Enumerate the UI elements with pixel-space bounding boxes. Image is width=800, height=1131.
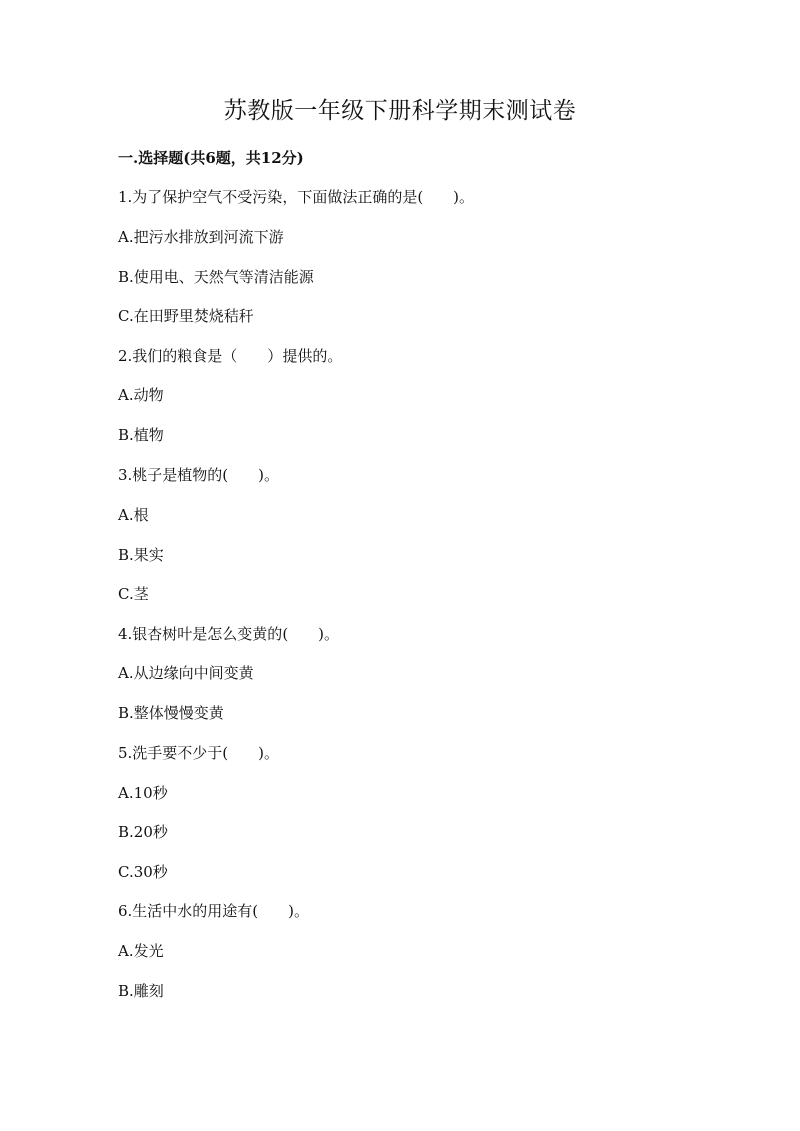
section-heading: 一.选择题(共6题，共12分) [118,149,304,167]
question-1-option-a: A.把污水排放到河流下游 [118,228,284,246]
question-6-option-b: B.雕刻 [118,982,164,1000]
question-3-option-a: A.根 [118,506,149,524]
question-5-stem: 5.洗手要不少于( )。 [118,744,280,762]
question-2-stem: 2.我们的粮食是（ ）提供的。 [118,347,343,365]
question-4-stem: 4.银杏树叶是怎么变黄的( )。 [118,625,340,643]
question-5-option-a: A.10秒 [118,784,168,802]
page-title: 苏教版一年级下册科学期末测试卷 [223,98,577,124]
question-1-option-b: B.使用电、天然气等清洁能源 [118,268,314,286]
question-1-stem: 1.为了保护空气不受污染，下面做法正确的是( )。 [118,188,475,206]
question-6-stem: 6.生活中水的用途有( )。 [118,902,310,920]
question-3-stem: 3.桃子是植物的( )。 [118,466,280,484]
question-2-option-b: B.植物 [118,426,164,444]
question-3-option-b: B.果实 [118,546,164,564]
question-1-option-c: C.在田野里焚烧秸秆 [118,307,254,325]
question-6-option-a: A.发光 [118,942,164,960]
question-4-option-b: B.整体慢慢变黄 [118,704,224,722]
question-2-option-a: A.动物 [118,386,164,404]
question-4-option-a: A.从边缘向中间变黄 [118,664,254,682]
question-5-option-c: C.30秒 [118,863,168,881]
question-5-option-b: B.20秒 [118,823,168,841]
question-3-option-c: C.茎 [118,585,149,603]
